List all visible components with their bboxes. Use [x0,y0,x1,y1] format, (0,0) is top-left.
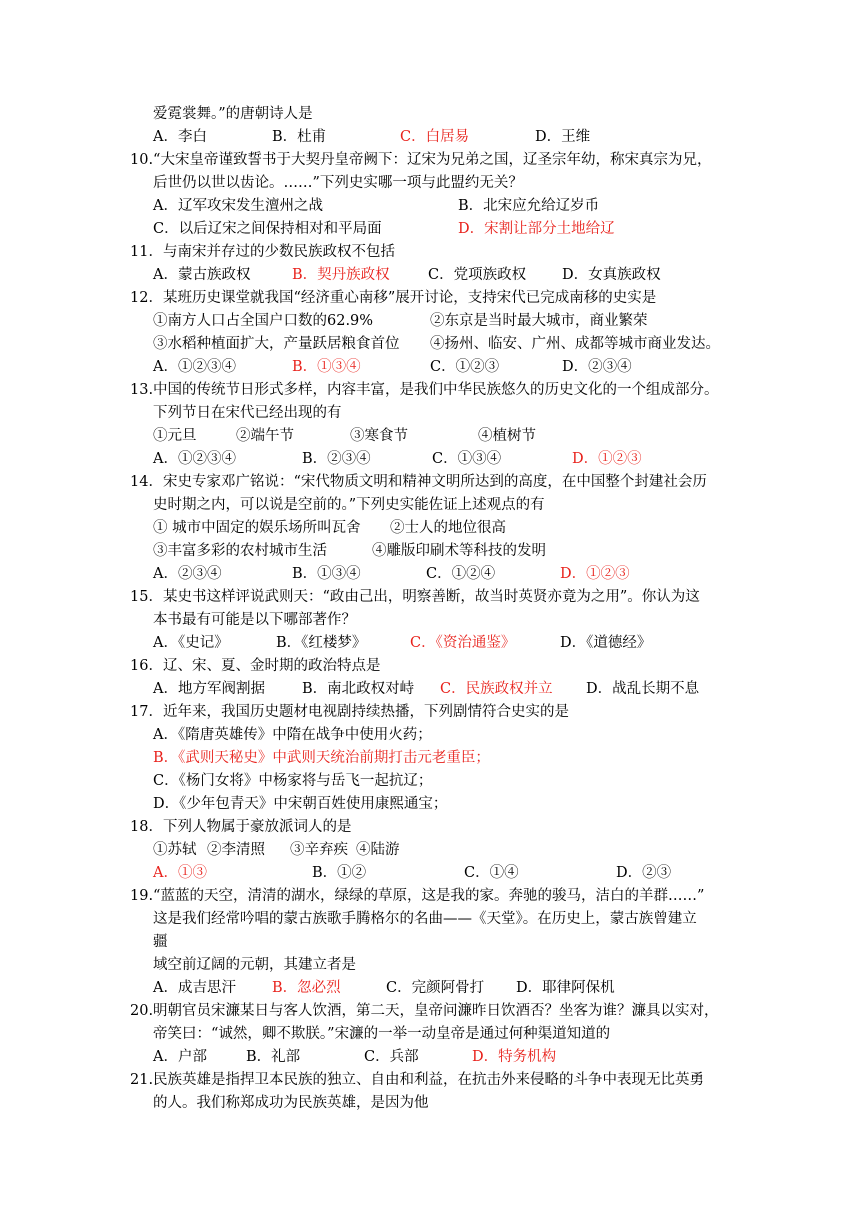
q13-stem-1: 13.中国的传统节日形式多样，内容丰富，是我们中华民族悠久的历史文化的一个组成部分。 [130,382,719,398]
q14-option-d-answer: D．①②③ [560,566,630,582]
q15-option-c-answer: C．《资治通鉴》 [410,635,516,651]
q17-option-d: D．《少年包青天》中宋朝百姓使用康熙通宝； [153,796,448,812]
q14-item-2: ②士人的地位很高 [390,520,506,536]
q20-option-d-answer: D．特务机构 [472,1049,557,1065]
q13-option-c: C．①③④ [432,451,502,467]
q20-stem-2: 帝笑曰：“诚然，卿不欺朕。”宋濂的一举一动皇帝是通过何种渠道知道的 [153,1026,611,1042]
q14-option-b: B．①③④ [292,566,361,582]
q14-stem-2: 史时期之内，可以说是空前的。”下列史实能佐证上述观点的有 [153,497,545,513]
q12-option-a: A．①②③④ [153,359,236,375]
q13-option-d-answer: D．①②③ [572,451,642,467]
q12-item-4: ④扬州、临安、广州、成都等城市商业发达。 [430,336,720,352]
q18-option-c: C．①④ [464,865,519,881]
q15-stem-1: 15．某史书这样评说武则天：“政由己出，明察善断，故当时英贤亦竟为之用”。你认为这 [130,589,700,605]
q11-option-b-answer: B．契丹族政权 [292,267,390,283]
q18-item-4: ④陆游 [356,842,400,858]
q17-option-c: C．《杨门女将》中杨家将与岳飞一起抗辽； [153,773,433,789]
q18-item-1: ①苏轼 [153,842,197,858]
q9-option-a: A．李白 [153,129,207,145]
q12-option-b-answer: B．①③④ [292,359,361,375]
q20-option-b: B．礼部 [246,1049,301,1065]
q11-option-d: D．女真族政权 [562,267,661,283]
q19-stem-2: 这是我们经常吟唱的蒙古族歌手腾格尔的名曲——《天堂》。在历史上，蒙古族曾建立 [153,911,697,927]
q14-item-1: ① 城市中固定的娱乐场所叫瓦舍 [153,520,361,536]
q15-option-a: A．《史记》 [153,635,229,651]
q16-option-b: B．南北政权对峙 [302,681,415,697]
q13-option-b: B．②③④ [302,451,371,467]
q11-option-a: A．蒙古族政权 [153,267,251,283]
q15-stem-2: 本书最有可能是以下哪部著作？ [153,612,356,628]
q10-option-a: A．辽军攻宋发生澶州之战 [153,198,323,214]
q12-item-1: ①南方人口占全国户口数的62.9% [153,313,374,329]
q19-option-a: A．成吉思汗 [153,980,236,996]
q19-stem-3: 疆 [153,934,168,950]
q20-option-a: A．户部 [153,1049,207,1065]
q14-item-3: ③丰富多彩的农村城市生活 [153,543,327,559]
q10-option-d-answer: D．宋割让部分土地给辽 [458,221,615,237]
q17-option-b-answer: B．《武则天秘史》中武则天统治前期打击元老重臣； [153,750,490,766]
q12-option-c: C．①②③ [430,359,500,375]
q16-option-d: D．战乱长期不息 [586,681,700,697]
q14-item-4: ④雕版印刷术等科技的发明 [372,543,546,559]
q21-stem-1: 21.民族英雄是指捍卫本民族的独立、自由和利益，在抗击外来侵略的斗争中表现无比英勇 [130,1072,705,1088]
q10-option-b: B．北宋应允给辽岁币 [458,198,600,214]
q13-item-2: ②端午节 [236,428,294,444]
q11-stem: 11．与南宋并存过的少数民族政权不包括 [130,244,395,260]
q12-option-d: D．②③④ [562,359,632,375]
q10-stem-1: 10.“大宋皇帝谨致誓书于大契丹皇帝阙下：辽宋为兄弟之国，辽圣宗年幼，称宋真宗为兄， [130,152,712,168]
q10-stem-2: 后世仍以世以齿论。……”下列史实哪一项与此盟约无关？ [153,175,523,191]
q18-stem: 18．下列人物属于豪放派词人的是 [130,819,352,835]
q9-option-b: B．杜甫 [272,129,327,145]
q9-stem-tail: 爱霓裳舞。”的唐朝诗人是 [153,106,313,122]
q13-option-a: A．①②③④ [153,451,236,467]
q12-item-2: ②东京是当时最大城市，商业繁荣 [430,313,648,329]
q20-stem-1: 20.明朝官员宋濂某日与客人饮酒，第二天，皇帝问濂昨日饮酒否？坐客为谁？濂具以实对， [130,1003,719,1019]
q12-stem: 12．某班历史课堂就我国“经济重心南移”展开讨论，支持宋代已完成南移的史实是 [130,290,657,306]
q9-option-c-answer: C．白居易 [400,129,470,145]
q13-item-3: ③寒食节 [350,428,408,444]
q11-option-c: C．党项族政权 [428,267,527,283]
q13-item-4: ④植树节 [478,428,536,444]
q19-option-d: D．耶律阿保机 [516,980,615,996]
q10-option-c: C．以后辽宋之间保持相对和平局面 [153,221,382,237]
q19-option-c: C．完颜阿骨打 [386,980,485,996]
q19-option-b-answer: B．忽必烈 [272,980,341,996]
q9-option-d: D．王维 [535,129,591,145]
q18-option-b: B．①② [312,865,367,881]
q18-item-3: ③辛弃疾 [290,842,348,858]
q16-option-a: A．地方军阀割据 [153,681,265,697]
q14-option-a: A．②③④ [153,566,222,582]
q18-option-a-answer: A．①③ [153,865,207,881]
q16-option-c-answer: C．民族政权并立 [440,681,553,697]
q13-stem-2: 下列节日在宋代已经出现的有 [153,405,342,421]
q12-item-3: ③水稻种植面扩大，产量跃居粮食首位 [153,336,400,352]
q15-option-b: B．《红楼梦》 [276,635,367,651]
q18-item-2: ②李清照 [207,842,265,858]
q14-stem-1: 14．宋史专家邓广铭说：“宋代物质文明和精神文明所达到的高度，在中国整个封建社会历 [130,474,707,490]
q16-stem: 16．辽、宋、夏、金时期的政治特点是 [130,658,381,674]
q18-option-d: D．②③ [616,865,672,881]
q20-option-c: C．兵部 [364,1049,419,1065]
q21-stem-2: 的人。我们称郑成功为民族英雄，是因为他 [153,1095,429,1111]
q17-option-a: A．《隋唐英雄传》中隋在战争中使用火药； [153,727,432,743]
q13-item-1: ①元旦 [153,428,197,444]
q14-option-c: C．①②④ [426,566,496,582]
q15-option-d: D．《道德经》 [560,635,652,651]
q19-stem-4: 域空前辽阔的元朝，其建立者是 [153,957,356,973]
q19-stem-1: 19.“蓝蓝的天空，清清的湖水，绿绿的草原，这是我的家。奔驰的骏马，洁白的羊群……” [130,888,705,904]
q17-stem: 17．近年来，我国历史题材电视剧持续热播，下列剧情符合史实的是 [130,704,569,720]
